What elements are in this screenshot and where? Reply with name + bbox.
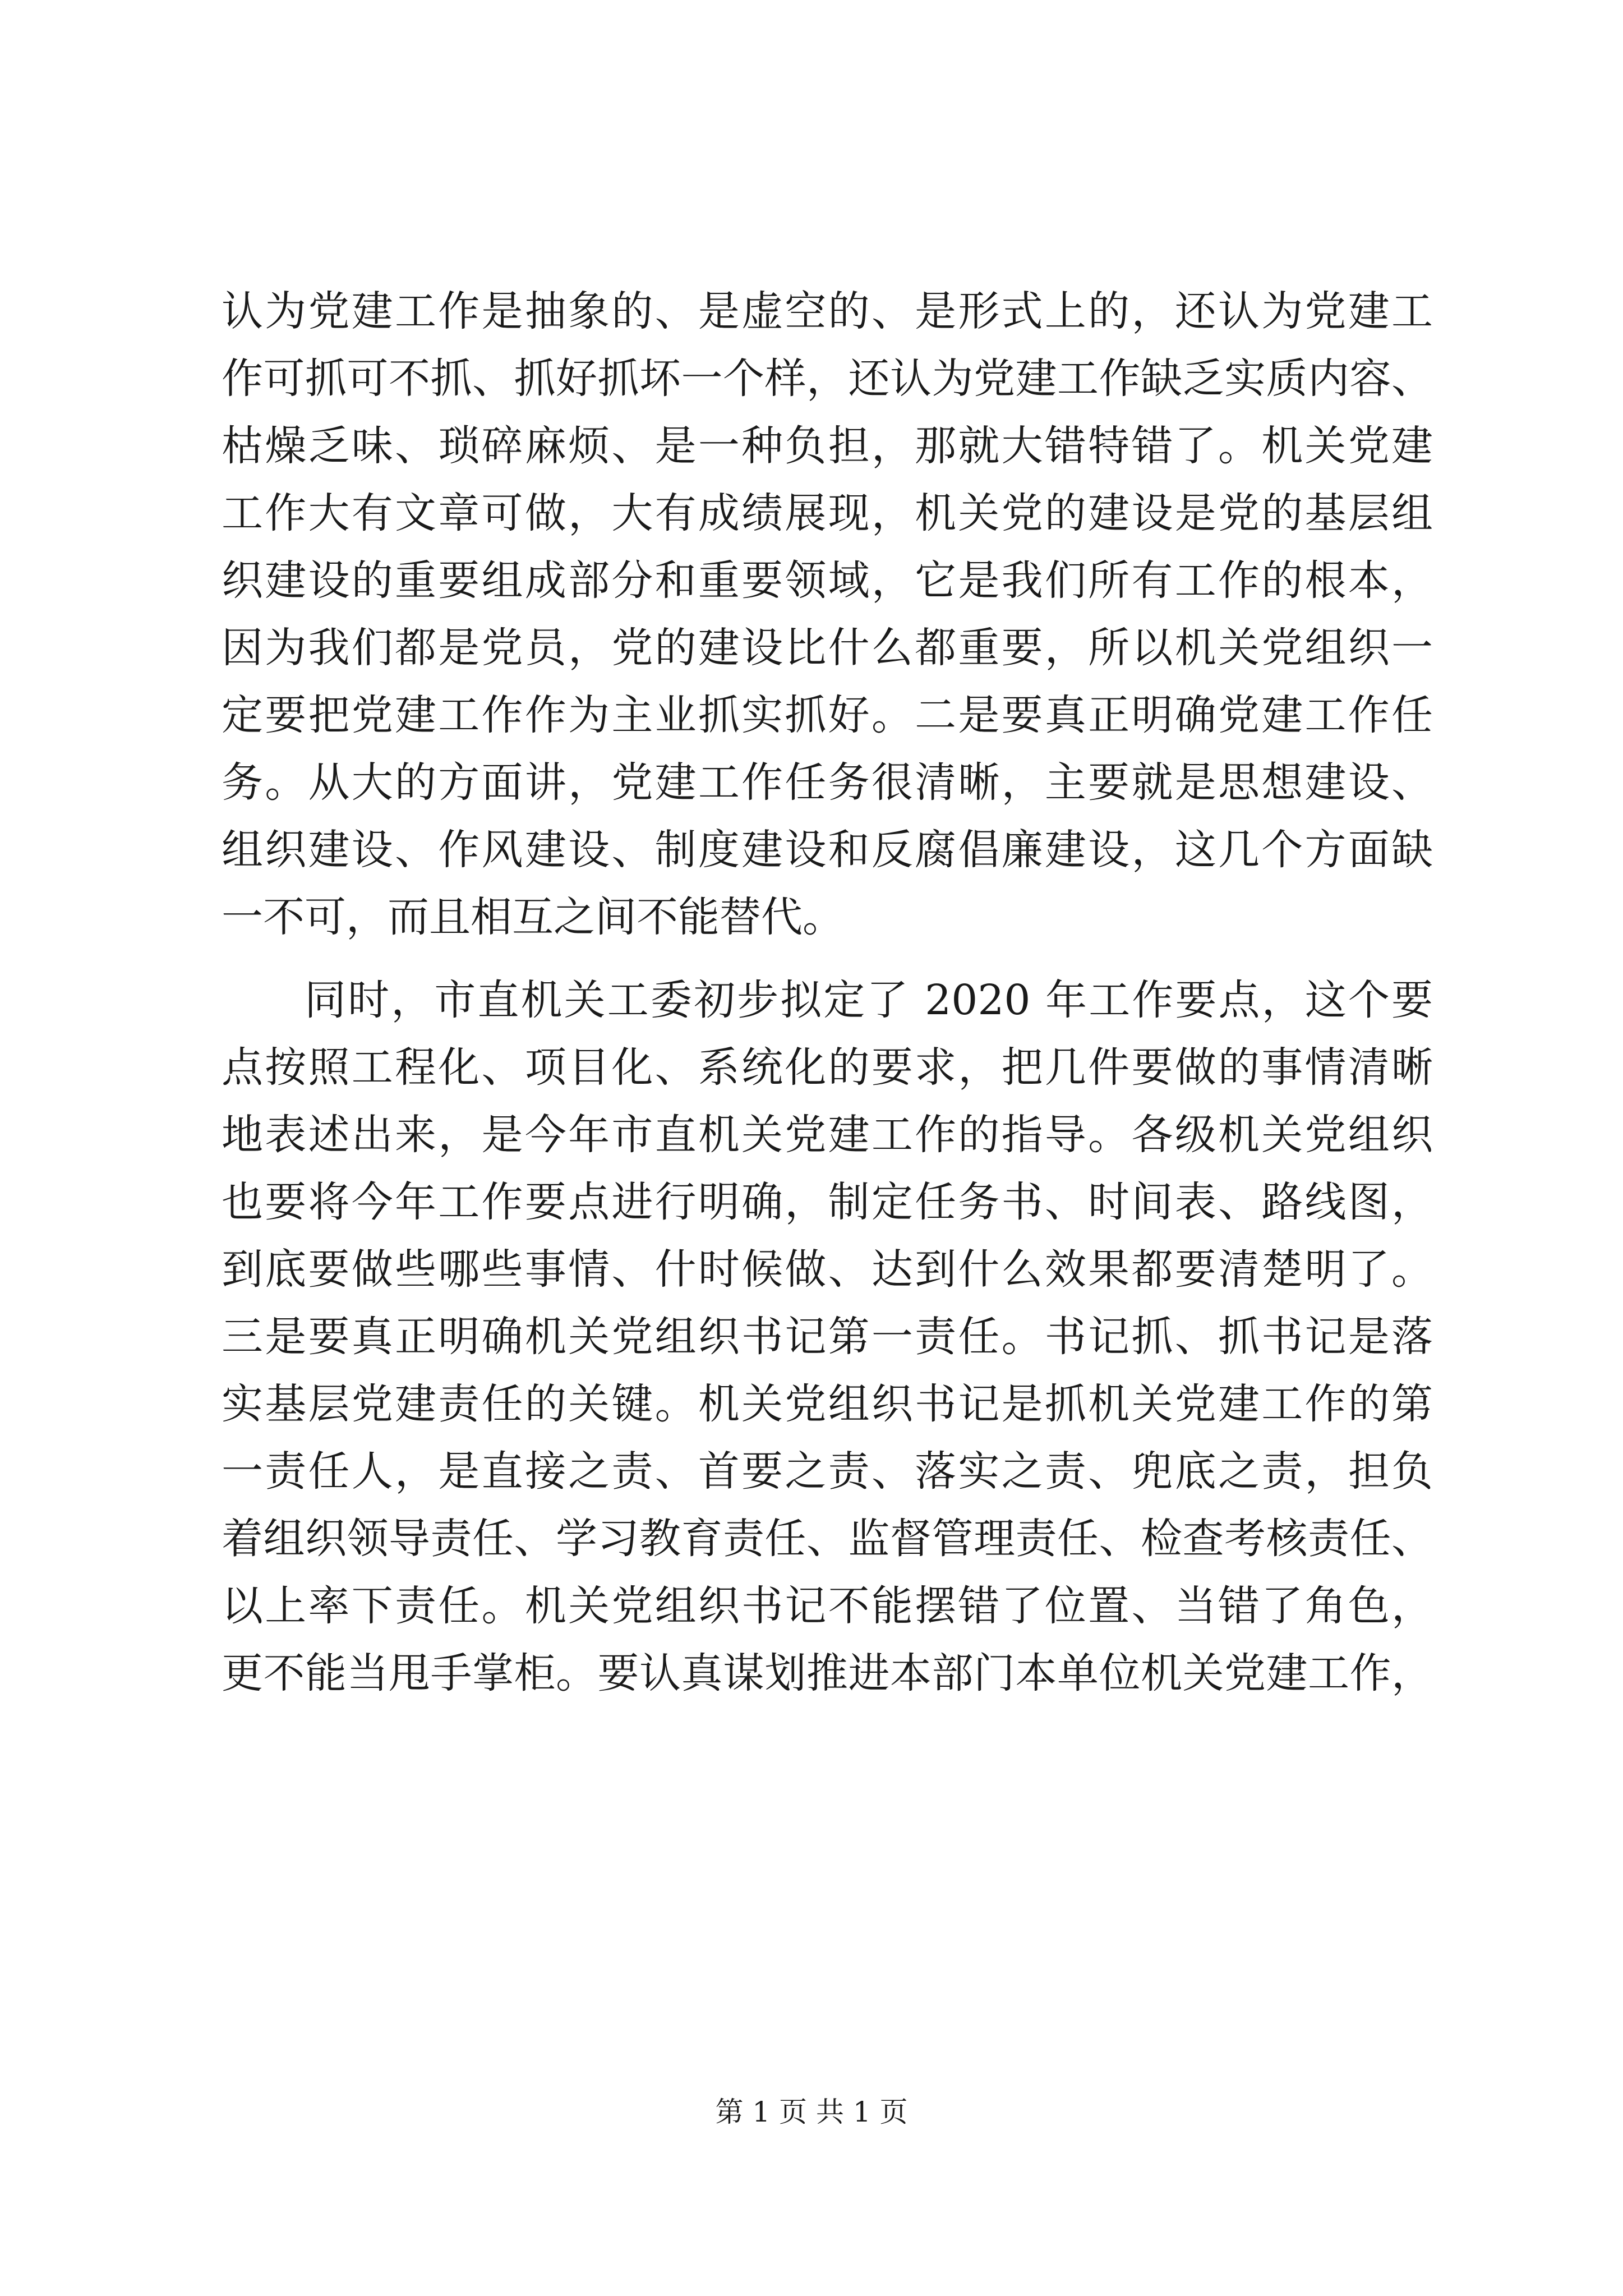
text-line: 着组织领导责任、学习教育责任、监督管理责任、检查考核责任、 — [222, 1515, 1433, 1563]
text-line: 因为我们都是党员，党的建设比什么都重要，所以机关党组织一 — [222, 624, 1433, 672]
text-line: 到底要做些哪些事情、什时候做、达到什么效果都要清楚明了。 — [222, 1245, 1433, 1294]
text-line: 务。从大的方面讲，党建工作任务很清晰，主要就是思想建设、 — [222, 758, 1433, 807]
text-line: 组织建设、作风建设、制度建设和反腐倡廉建设，这几个方面缺 — [222, 826, 1433, 874]
text-line: 作可抓可不抓、抓好抓坏一个样，还认为党建工作缺乏实质内容、 — [222, 355, 1433, 403]
text-line: 更不能当甩手掌柜。要认真谋划推进本部门本单位机关党建工作， — [222, 1649, 1433, 1697]
text-line: 同时，市直机关工委初步拟定了 2020 年工作要点，这个要 — [305, 976, 1433, 1024]
text-line: 实基层党建责任的关键。机关党组织书记是抓机关党建工作的第 — [222, 1380, 1433, 1428]
body-text — [222, 278, 1433, 1707]
text-line: 也要将今年工作要点进行明确，制定任务书、时间表、路线图， — [222, 1178, 1433, 1226]
text-line: 工作大有文章可做，大有成绩展现，机关党的建设是党的基层组 — [222, 489, 1433, 537]
page-footer — [0, 2090, 1623, 2130]
paragraph-gap — [222, 951, 1433, 967]
text-line: 认为党建工作是抽象的、是虚空的、是形式上的，还认为党建工 — [222, 287, 1433, 335]
text-line: 定要把党建工作作为主业抓实抓好。二是要真正明确党建工作任 — [222, 691, 1433, 739]
page-number: 第 1 页 共 1 页 — [715, 2096, 908, 2128]
paragraph-2 — [222, 967, 1433, 1707]
text-line: 以上率下责任。机关党组织书记不能摆错了位置、当错了角色， — [222, 1582, 1433, 1630]
text-line: 织建设的重要组成部分和重要领域，它是我们所有工作的根本， — [222, 556, 1433, 605]
text-line: 地表述出来，是今年市直机关党建工作的指导。各级机关党组织 — [222, 1111, 1433, 1159]
text-line: 点按照工程化、项目化、系统化的要求，把几件要做的事情清晰 — [222, 1043, 1433, 1092]
text-line: 枯燥乏味、琐碎麻烦、是一种负担，那就大错特错了。机关党建 — [222, 422, 1433, 470]
text-line: 一责任人，是直接之责、首要之责、落实之责、兜底之责，担负 — [222, 1447, 1433, 1496]
paragraph-1 — [222, 278, 1433, 951]
text-line: 三是要真正明确机关党组织书记第一责任。书记抓、抓书记是落 — [222, 1313, 1433, 1361]
text-line: 一不可，而且相互之间不能替代。 — [222, 893, 844, 941]
